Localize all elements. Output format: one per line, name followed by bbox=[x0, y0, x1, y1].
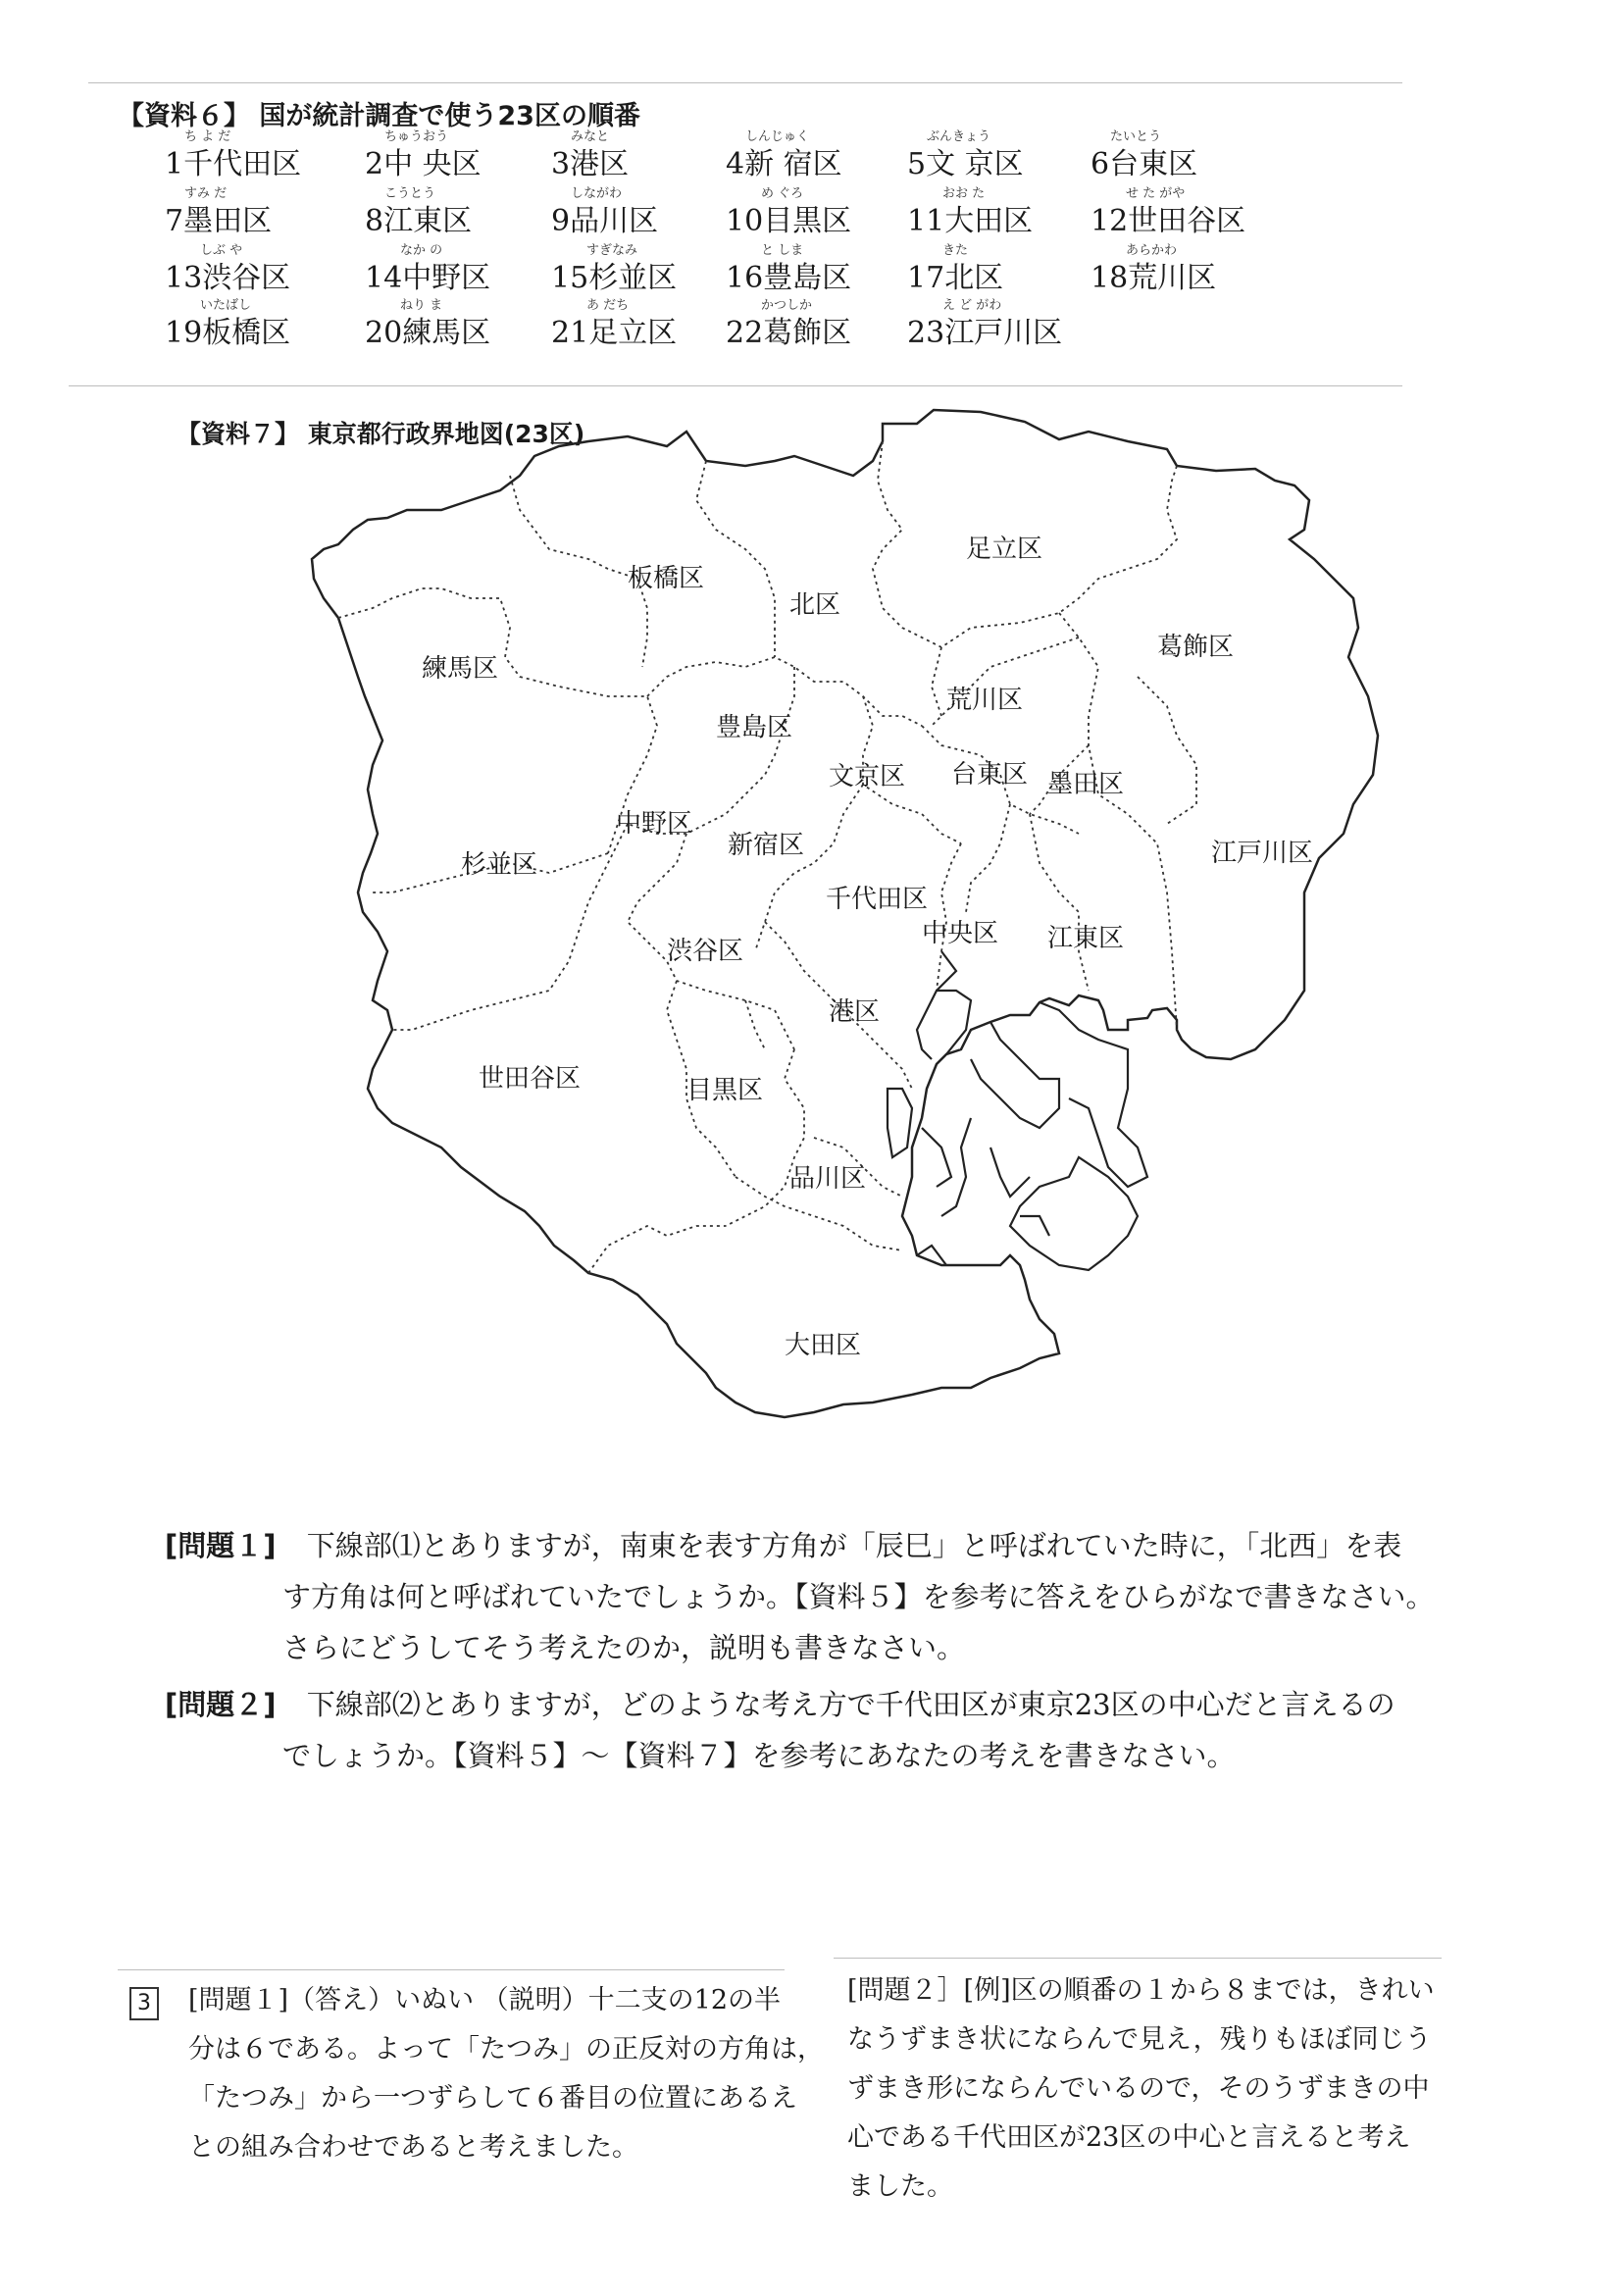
answer-rule-right bbox=[834, 1958, 1442, 1959]
ward-reading: みなと bbox=[571, 129, 610, 144]
section-rule bbox=[69, 385, 1402, 386]
ward-order-item bbox=[1091, 126, 1267, 180]
ward-name: 中 央区 bbox=[383, 147, 482, 181]
question-1 bbox=[165, 1520, 1401, 1571]
ward-order-item bbox=[1091, 182, 1267, 237]
ward-reading: め ぐろ bbox=[761, 186, 804, 201]
ward-name: 杉並区 bbox=[588, 261, 678, 295]
ward-reading: と しま bbox=[761, 243, 804, 258]
question-2-line2: でしょうか。【資料５】～【資料７】を参考にあなたの考えを書きなさい。 bbox=[282, 1739, 1236, 1772]
ward-reading: こうとう bbox=[384, 186, 436, 201]
ward-order-item bbox=[907, 126, 1084, 180]
ward-entry bbox=[551, 196, 658, 239]
map-label-sumida: 墨田区 bbox=[1047, 770, 1125, 799]
ward-order-number: 11 bbox=[907, 204, 945, 238]
ward-order-number: 9 bbox=[551, 204, 571, 238]
ward-entry bbox=[365, 253, 490, 296]
map-label-suginami: 杉並区 bbox=[461, 850, 538, 880]
ward-order-item bbox=[907, 239, 1084, 294]
ward-name: 渋谷区 bbox=[202, 261, 291, 295]
ward-order-item bbox=[726, 126, 902, 180]
map-label-edogawa: 江戸川区 bbox=[1211, 839, 1314, 868]
ward-reading: せ た がや bbox=[1126, 186, 1186, 201]
ward-name: 港区 bbox=[570, 147, 630, 181]
ward-order-number: 2 bbox=[365, 147, 384, 181]
ward-reading: え ど がわ bbox=[942, 298, 1002, 313]
ward-entry bbox=[907, 196, 1033, 239]
answer-number-box bbox=[129, 1987, 159, 2020]
ward-order-item bbox=[726, 182, 902, 237]
map-label-itabashi: 板橋区 bbox=[628, 564, 705, 593]
ward-reading: あらかわ bbox=[1126, 243, 1178, 258]
ward-reading: おお た bbox=[942, 186, 986, 201]
answer-rule-left bbox=[118, 1969, 785, 1970]
question-1-line1: 下線部⑴とありますが，南東を表す方角が「辰巳」と呼ばれていた時に，「北西」を表 bbox=[306, 1529, 1402, 1562]
ward-name: 品川区 bbox=[570, 204, 659, 238]
ward-entry bbox=[726, 196, 851, 239]
ward-reading: しながわ bbox=[571, 186, 623, 201]
ward-order-item bbox=[551, 239, 728, 294]
ward-order-item bbox=[165, 294, 341, 349]
ward-name: 目黒区 bbox=[763, 204, 852, 238]
map-label-setagaya: 世田谷区 bbox=[479, 1064, 582, 1094]
map-label-shinjuku: 新宿区 bbox=[728, 831, 805, 860]
ward-reading: ねり ま bbox=[400, 298, 443, 313]
ward-entry bbox=[551, 253, 677, 296]
ward-name: 墨田区 bbox=[183, 204, 273, 238]
ward-order-item bbox=[165, 239, 341, 294]
ward-order-item bbox=[726, 294, 902, 349]
map-label-bunkyo: 文京区 bbox=[829, 762, 906, 791]
ward-order-item bbox=[365, 126, 541, 180]
ward-reading: ぶんきょう bbox=[927, 129, 991, 144]
ward-name: 台東区 bbox=[1109, 147, 1198, 181]
ward-order-number: 18 bbox=[1091, 261, 1129, 295]
ward-name: 足立区 bbox=[588, 316, 678, 350]
ward-order-item bbox=[907, 294, 1084, 349]
ward-entry bbox=[726, 253, 851, 296]
top-rule bbox=[88, 82, 1402, 83]
ward-order-number: 1 bbox=[165, 147, 184, 181]
ward-name: 北区 bbox=[944, 261, 1004, 295]
ward-reading: すぎなみ bbox=[586, 243, 638, 258]
map-label-ota: 大田区 bbox=[785, 1331, 862, 1360]
ward-reading: すみ だ bbox=[184, 186, 228, 201]
ward-order-number: 3 bbox=[551, 147, 571, 181]
answer-right-line4: 心である千代田区が23区の中心と言えると考え bbox=[847, 2122, 1411, 2153]
ward-entry bbox=[365, 196, 472, 239]
ward-entry bbox=[726, 139, 842, 182]
ward-order-item bbox=[907, 182, 1084, 237]
answer-left-line2: 分は６である。よって「たつみ」の正反対の方角は， bbox=[188, 2034, 824, 2065]
ward-order-number: 19 bbox=[165, 316, 203, 350]
ward-order-number: 14 bbox=[365, 261, 403, 295]
answer-number: 3 bbox=[137, 1991, 151, 2015]
ward-name: 豊島区 bbox=[763, 261, 852, 295]
ward-reading: しんじゅく bbox=[745, 129, 810, 144]
ward-reading: ちゅうおう bbox=[384, 129, 449, 144]
material6-title: 【資料６】 国が統計調査で使う23区の順番 bbox=[118, 101, 640, 131]
ward-order-item bbox=[365, 182, 541, 237]
ward-entry bbox=[165, 196, 272, 239]
map-label-shinagawa: 品川区 bbox=[789, 1164, 867, 1194]
question-2-line1: 下線部⑵とありますが，どのような考え方で千代田区が東京23区の中心だと言えるの bbox=[306, 1688, 1396, 1721]
ward-order-item bbox=[551, 294, 728, 349]
ward-order-item bbox=[551, 126, 728, 180]
ward-name: 板橋区 bbox=[202, 316, 291, 350]
ward-reading: いたばし bbox=[200, 298, 252, 313]
answer-right-line2: なうずまき状にならんで見え，残りもほぼ同じう bbox=[847, 2024, 1432, 2055]
ward-order-item bbox=[726, 239, 902, 294]
ward-reading: ち よ だ bbox=[184, 129, 231, 144]
map-label-kita: 北区 bbox=[789, 590, 841, 620]
ward-entry bbox=[365, 139, 482, 182]
map-label-minato: 港区 bbox=[829, 997, 881, 1027]
answer-left-line3: 「たつみ」から一つずらして６番目の位置にあるえ bbox=[188, 2083, 797, 2114]
ward-name: 江東区 bbox=[383, 204, 473, 238]
ward-reading: かつしか bbox=[761, 298, 813, 313]
map-label-nakano: 中野区 bbox=[616, 809, 693, 839]
map-label-shibuya: 渋谷区 bbox=[667, 937, 744, 966]
ward-order-number: 4 bbox=[726, 147, 745, 181]
answer-right-line5: ました。 bbox=[847, 2171, 953, 2202]
map-label-adachi: 足立区 bbox=[966, 535, 1043, 564]
ward-order-item bbox=[365, 294, 541, 349]
ward-order-item bbox=[365, 239, 541, 294]
map-label-arakawa: 荒川区 bbox=[946, 686, 1024, 715]
ward-name: 文 京区 bbox=[926, 147, 1024, 181]
ward-order-item bbox=[551, 182, 728, 237]
ward-reading: あ だち bbox=[586, 298, 630, 313]
ward-order-number: 22 bbox=[726, 316, 764, 350]
map-label-nerima: 練馬区 bbox=[422, 654, 499, 684]
answer-left-line1: [問題１]（答え）いぬい （説明）十二支の12の半 bbox=[188, 1985, 782, 2015]
ward-entry bbox=[907, 308, 1062, 351]
ward-order-number: 16 bbox=[726, 261, 764, 295]
ward-order-number: 6 bbox=[1091, 147, 1110, 181]
map-label-chuo: 中央区 bbox=[922, 919, 999, 948]
answer-right-line3: ずまき形にならんでいるので，そのうずまきの中 bbox=[847, 2073, 1430, 2104]
question-2-tag: [問題２] bbox=[165, 1688, 277, 1721]
ward-reading: しぶ や bbox=[200, 243, 243, 258]
tokyo-ward-map bbox=[0, 402, 1624, 1501]
map-label-katsushika: 葛飾区 bbox=[1157, 633, 1235, 662]
ward-entry bbox=[165, 308, 290, 351]
ward-order-number: 10 bbox=[726, 204, 764, 238]
question-2 bbox=[165, 1679, 1396, 1730]
ward-name: 千代田区 bbox=[183, 147, 302, 181]
ward-name: 江戸川区 bbox=[944, 316, 1063, 350]
ward-name: 世田谷区 bbox=[1128, 204, 1246, 238]
ward-order-number: 23 bbox=[907, 316, 945, 350]
ward-entry bbox=[907, 253, 1003, 296]
ward-name: 大田区 bbox=[944, 204, 1034, 238]
ward-entry bbox=[907, 139, 1024, 182]
ward-order-number: 15 bbox=[551, 261, 589, 295]
ward-order-number: 5 bbox=[907, 147, 927, 181]
map-label-toshima: 豊島区 bbox=[716, 713, 793, 742]
ward-order-number: 17 bbox=[907, 261, 945, 295]
map-label-meguro: 目黒区 bbox=[686, 1076, 764, 1105]
ward-order-number: 12 bbox=[1091, 204, 1129, 238]
map-label-koto: 江東区 bbox=[1047, 924, 1125, 953]
ward-entry bbox=[551, 308, 677, 351]
ward-order-item bbox=[165, 182, 341, 237]
ward-entry bbox=[551, 139, 629, 182]
ward-name: 練馬区 bbox=[402, 316, 491, 350]
ward-order-number: 20 bbox=[365, 316, 403, 350]
map-label-taito: 台東区 bbox=[951, 760, 1029, 790]
ward-reading: なか の bbox=[400, 243, 443, 258]
ward-name: 葛飾区 bbox=[763, 316, 852, 350]
ward-entry bbox=[365, 308, 490, 351]
question-1-line2: す方角は何と呼ばれていたでしょうか。【資料５】を参考に答えをひらがなで書きなさい。 bbox=[282, 1580, 1435, 1613]
ward-entry bbox=[165, 253, 290, 296]
ward-name: 新 宿区 bbox=[744, 147, 842, 181]
question-1-line3: さらにどうしてそう考えたのか，説明も書きなさい。 bbox=[282, 1631, 966, 1664]
ward-entry bbox=[165, 139, 301, 182]
ward-entry bbox=[1091, 253, 1216, 296]
ward-order-item bbox=[1091, 239, 1267, 294]
ward-order-item bbox=[165, 126, 341, 180]
ward-name: 荒川区 bbox=[1128, 261, 1217, 295]
ward-entry bbox=[726, 308, 851, 351]
ward-entry bbox=[1091, 139, 1197, 182]
ward-order-number: 7 bbox=[165, 204, 184, 238]
ward-order-number: 13 bbox=[165, 261, 203, 295]
ward-order-number: 21 bbox=[551, 316, 589, 350]
answer-right-line1: [問題２］[例]区の順番の１から８までは，きれい bbox=[847, 1975, 1435, 2006]
ward-reading: きた bbox=[942, 243, 969, 258]
question-1-tag: [問題１] bbox=[165, 1529, 277, 1562]
ward-order-number: 8 bbox=[365, 204, 384, 238]
ward-entry bbox=[1091, 196, 1245, 239]
ward-name: 中野区 bbox=[402, 261, 491, 295]
map-label-chiyoda: 千代田区 bbox=[826, 885, 929, 914]
ward-reading: たいとう bbox=[1110, 129, 1162, 144]
material7-title: 【資料７】 東京都行政界地図(23区) bbox=[177, 420, 585, 448]
answer-left-line4: との組み合わせであると考えました。 bbox=[188, 2132, 638, 2163]
